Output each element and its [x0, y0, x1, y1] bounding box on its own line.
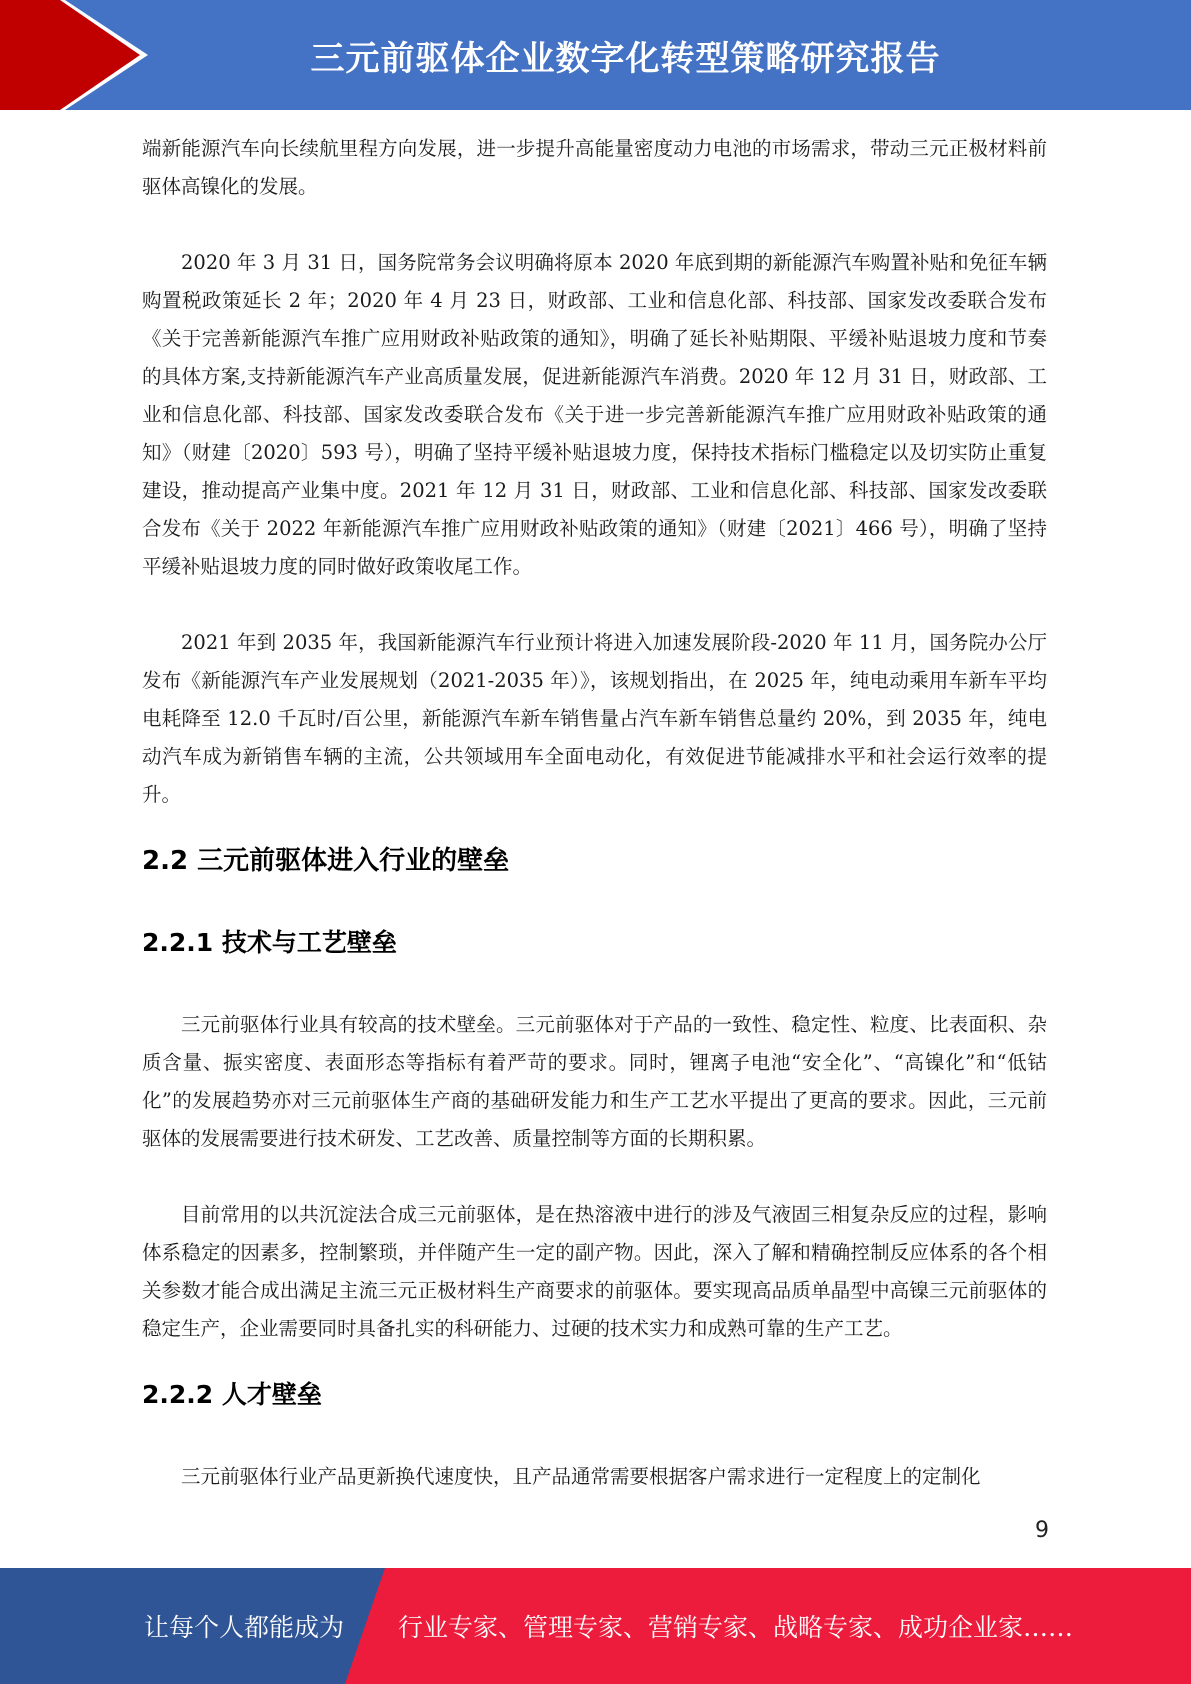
footer-slogan-left: 让每个人都能成为 — [144, 1613, 345, 1642]
paragraph: 端新能源汽车向长续航里程方向发展，进一步提升高能量密度动力电池的市场需求，带动三元正极材料前驱体高镍化的发展。 — [142, 137, 1047, 198]
paragraph: 目前常用的以共沉淀法合成三元前驱体，是在热溶液中进行的涉及气液固三相复杂反应的过程，影响体系稳定的因素多，控制繁琐，并伴随产生一定的副产物。因此，深入了解和精确控制反应体系的各个相关参数才能合成出满足主流三元正极材料生产商要求的前驱体。要实现高品质单晶型中高镍三元前驱体的稳定生产，企业需要同时具备扎实的科研能力、过硬的技术实力和成熟可靠的生产工艺。 — [142, 1203, 1047, 1340]
footer-slogan-right: 行业专家、管理专家、营销专家、战略专家、成功企业家…… — [398, 1613, 1074, 1642]
document-body — [142, 130, 1047, 1496]
paragraph: 三元前驱体行业产品更新换代速度快，且产品通常需要根据客户需求进行一定程度上的定制化 — [181, 1465, 981, 1488]
page-number: 9 — [1035, 1518, 1049, 1543]
subsection-heading: 2.2.2 人才壁垒 — [142, 1380, 322, 1409]
paragraph: 三元前驱体行业具有较高的技术壁垒。三元前驱体对于产品的一致性、稳定性、粒度、比表面积、杂质含量、振实密度、表面形态等指标有着严苛的要求。同时，锂离子电池“安全化”、“高镍化”和“低钴化”的发展趋势亦对三元前驱体生产商的基础研发能力和生产工艺水平提出了更高的要求。因此，三元前驱体的发展需要进行技术研发、工艺改善、质量控制等方面的长期积累。 — [142, 1013, 1047, 1150]
paragraph: 2021 年到 2035 年，我国新能源汽车行业预计将进入加速发展阶段-2020 年 11 月，国务院办公厅发布《新能源汽车产业发展规划（2021-2035 年）》，该规划指出，在 2025 年，纯电动乘用车新车平均电耗降至 12.0 千瓦时/百公里，新能源汽车新车销售量占汽车新车销售总量约 20%，到 2035 年，纯电动汽车成为新销售车辆的主流，公共领域用车全面电动化，有效促进节能减排水平和社会运行效率的提升。 — [142, 631, 1047, 806]
document-title: 三元前驱体企业数字化转型策略研究报告 — [310, 38, 941, 79]
subsection-heading: 2.2.1 技术与工艺壁垒 — [142, 928, 397, 957]
paragraph: 2020 年 3 月 31 日，国务院常务会议明确将原本 2020 年底到期的新能源汽车购置补贴和免征车辆购置税政策延长 2 年；2020 年 4 月 23 日，财政部、工业和信息化部、科技部、国家发改委联合发布《关于完善新能源汽车推广应用财政补贴政策的通知》，明确了延长补贴期限、平缓补贴退坡力度和节奏的具体方案,支持新能源汽车产业高质量发展，促进新能源汽车消费。2020 年 12 月 31 日，财政部、工业和信息化部、科技部、国家发改委联合发布《关于进一步完善新能源汽车推广应用财政补贴政策的通知》（财建〔2020〕593 号），明确了坚持平缓补贴退坡力度，保持技术指标门槛稳定以及切实防止重复建设，推动提高产业集中度。2021 年 12 月 31 日，财政部、工业和信息化部、科技部、国家发改委联合发布《关于 2022 年新能源汽车推广应用财政补贴政策的通知》（财建〔2021〕466 号），明确了坚持平缓补贴退坡力度的同时做好政策收尾工作。 — [142, 251, 1047, 578]
page-footer — [0, 1568, 1191, 1684]
section-heading: 2.2 三元前驱体进入行业的壁垒 — [142, 846, 510, 876]
page-header — [0, 0, 1191, 110]
